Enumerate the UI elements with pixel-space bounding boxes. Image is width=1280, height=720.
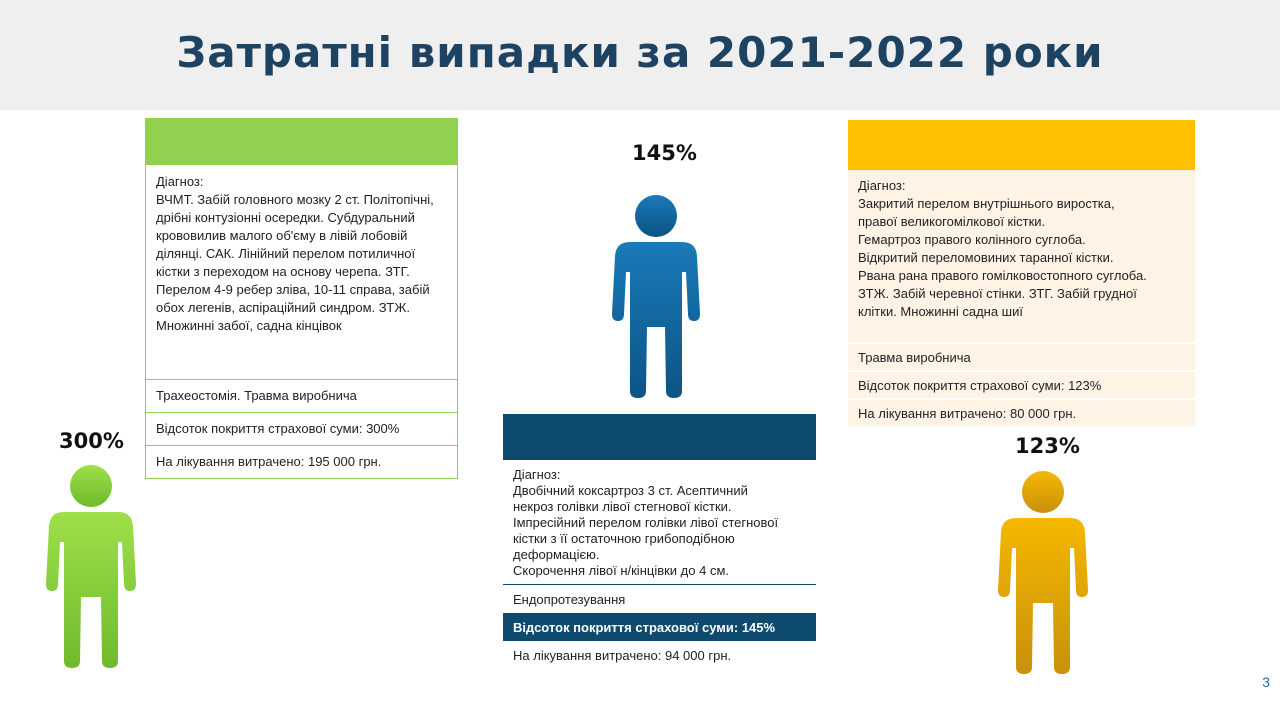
coverage-row: Відсоток покриття страхової суми: 145% (503, 613, 816, 641)
diagnosis-line: кістки з її остаточною грибоподібною (513, 531, 735, 546)
diagnosis-line: Закритий перелом внутрішнього виростка, (858, 196, 1115, 211)
percent-label-green: 300% (59, 429, 124, 453)
diagnosis-label: Діагноз: (858, 178, 906, 193)
card-header-bar (503, 414, 816, 460)
procedure-row: Травма виробнича (848, 342, 1195, 370)
diagnosis-block (848, 170, 1195, 342)
diagnosis-label: Діагноз: (156, 174, 204, 189)
diagnosis-block (146, 165, 457, 379)
diagnosis-line: Гемартроз правого колінного суглоба. (858, 232, 1086, 247)
diagnosis-line: ЗТЖ. Забій черевної стінки. ЗТГ. Забій грудної (858, 286, 1137, 301)
diagnosis-block (503, 460, 816, 585)
diagnosis-line: Двобічний коксартроз 3 ст. Асептичний (513, 483, 748, 498)
diagnosis-line: некроз голівки лівої стегнової кістки. (513, 499, 732, 514)
diagnosis-line: клітки. Множинні садна шиї (858, 304, 1023, 319)
case-card-blue (503, 414, 816, 669)
diagnosis-line: Рвана рана правого гомілковостопного суглоба. (858, 268, 1147, 283)
person-icon (996, 470, 1090, 674)
case-card-green (145, 118, 458, 479)
spent-row: На лікування витрачено: 94 000 грн. (513, 648, 732, 663)
procedure-row: Ендопротезування (513, 592, 626, 607)
percent-label-yellow: 123% (1015, 434, 1080, 458)
diagnosis-line: Скорочення лівої н/кінцівки до 4 см. (513, 563, 729, 578)
percent-label-blue: 145% (632, 141, 697, 165)
card-header-bar (848, 120, 1195, 170)
diagnosis-label: Діагноз: (513, 467, 561, 482)
diagnosis-line: Відкритий переломовиних таранної кістки. (858, 250, 1114, 265)
diagnosis-text: ВЧМТ. Забій головного мозку 2 ст. Політопічні, дрібні контузіонні осередки. Субдуральний крововилив малого об'єму в лівій лобовій ділянці. САК. Лінійний перелом потиличної кістки з переходом на основу черепа. ЗТГ. Перелом 4-9 ребер зліва, 10-11 справа, забій обох легенів, аспіраційний синдром. ЗТЖ. Множинні забої, садна кінцівок (156, 192, 434, 333)
case-card-yellow (848, 120, 1195, 426)
person-icon (610, 194, 702, 398)
person-icon (44, 464, 138, 668)
title-bar (0, 0, 1280, 110)
procedure-row: Трахеостомія. Травма виробнича (146, 379, 457, 412)
spent-row: На лікування витрачено: 80 000 грн. (848, 398, 1195, 426)
page-number: 3 (1262, 674, 1270, 690)
diagnosis-line: Імпресійний перелом голівки лівої стегнової (513, 515, 779, 530)
slide-title: Затратні випадки за 2021-2022 роки (176, 28, 1104, 77)
card-header-bar (146, 119, 457, 165)
coverage-row: Відсоток покриття страхової суми: 123% (848, 370, 1195, 398)
coverage-row: Відсоток покриття страхової суми: 300% (146, 412, 457, 445)
spent-row: На лікування витрачено: 195 000 грн. (146, 445, 457, 478)
diagnosis-line: правої великогомілкової кістки. (858, 214, 1046, 229)
diagnosis-line: деформацією. (513, 547, 600, 562)
